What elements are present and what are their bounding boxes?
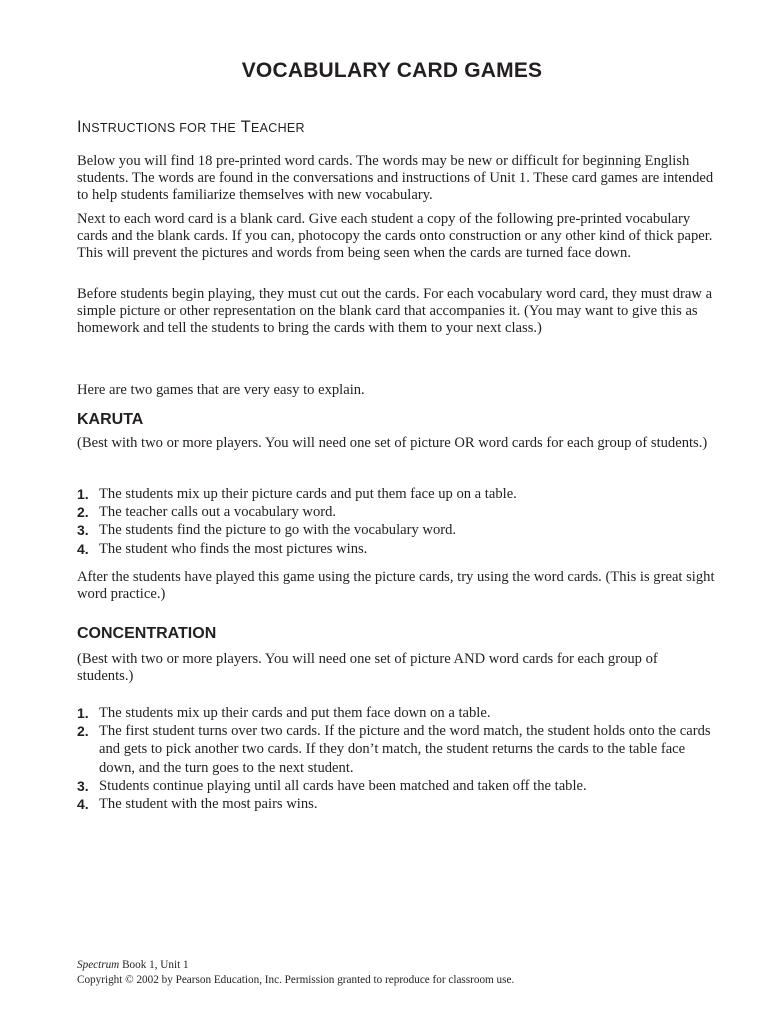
karuta-heading: KARUTA: [77, 411, 144, 428]
karuta-after-note: After the students have played this game using the picture cards, try using the word cards. (This is great sight word practice.): [77, 569, 715, 603]
intro-paragraph-3: Before students begin playing, they must cut out the cards. For each vocabulary word card, they must draw a simple picture or other representation on the blank card that accompanies it. (You may want to give this as homework and tell the students to bring the cards with them to your next class.): [77, 286, 713, 337]
intro-paragraph-1: Below you will find 18 pre-printed word cards. The words may be new or difficult for beginning English students. The words are found in the conversations and instructions of Unit 1. These card games are intended to help students familiarize themselves with new vocabulary.: [77, 153, 714, 204]
page-title: VOCABULARY CARD GAMES: [241, 59, 543, 82]
list-item: 3. Students continue playing until all cards have been matched and taken off the table.: [77, 777, 587, 794]
instructions-heading: INSTRUCTIONS FOR THE TEACHER: [77, 118, 305, 136]
list-item: 3. The students find the picture to go with the vocabulary word.: [77, 522, 457, 539]
list-item: 2. The teacher calls out a vocabulary word.: [77, 504, 337, 521]
concentration-heading: CONCENTRATION: [77, 625, 217, 642]
list-item: 2. The first student turns over two cards. If the picture and the word match, the student holds onto the cards and gets to pick another two cards. If they don’t match, the student returns the cards to the table face down, and the turn goes to the next student.: [77, 723, 711, 776]
concentration-note: (Best with two or more players. You will need one set of picture AND word cards for each group of students.): [77, 651, 658, 685]
karuta-steps: [77, 485, 717, 558]
list-item: 4. The student with the most pairs wins.: [77, 796, 318, 813]
copyright-notice: Copyright © 2002 by Pearson Education, Inc. Permission granted to reproduce for classroom use.: [77, 973, 515, 986]
list-item: 4. The student who finds the most pictures wins.: [77, 540, 368, 557]
book-reference: Spectrum Book 1, Unit 1: [77, 959, 189, 971]
list-item: 1. The students mix up their cards and put them face down on a table.: [77, 705, 491, 721]
list-item: 1. The students mix up their picture cards and put them face up on a table.: [77, 486, 517, 502]
intro-paragraph-4: Here are two games that are very easy to explain.: [77, 382, 365, 398]
page-footer: [77, 958, 717, 987]
karuta-note: (Best with two or more players. You will need one set of picture OR word cards for each group of students.): [77, 435, 708, 451]
intro-paragraph-2: Next to each word card is a blank card. Give each student a copy of the following pre-printed vocabulary cards and the blank cards. If you can, photocopy the cards onto construction or any other kind of thick paper. This will prevent the pictures and words from being seen when the cards are turned face down.: [77, 211, 713, 262]
concentration-steps: [77, 704, 717, 813]
